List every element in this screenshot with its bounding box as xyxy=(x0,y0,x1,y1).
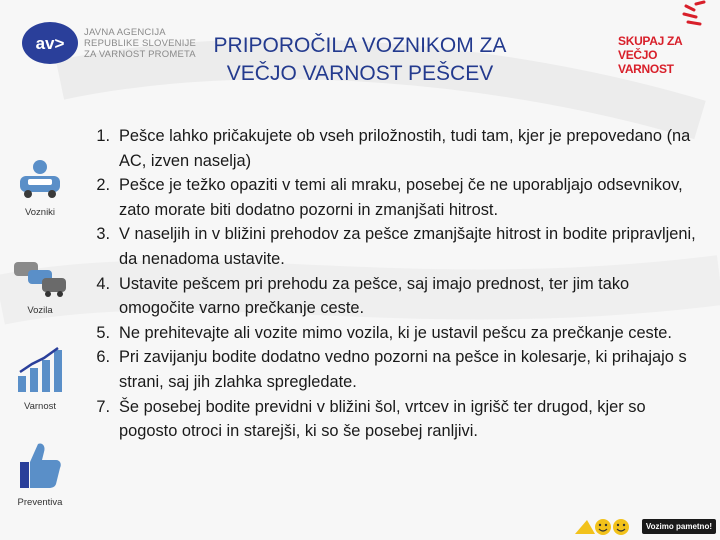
vehicles-icon xyxy=(12,256,68,298)
avp-logo-icon xyxy=(20,20,80,66)
item-number: 2. xyxy=(96,176,110,195)
driver-car-icon xyxy=(16,158,64,200)
item-text: V naseljih in v bližini prehodov za pešce zmanjšajte hitrost in bodite pripravljeni, da nenadoma ustavite. xyxy=(119,225,696,268)
campaign-logo xyxy=(614,0,710,76)
sidebar-item-vozila[interactable] xyxy=(6,256,74,316)
list-item xyxy=(78,124,700,173)
list-item xyxy=(78,222,700,271)
title-line-2: VEČJO VARNOST PEŠCEV xyxy=(226,62,494,85)
sidebar-item-preventiva[interactable] xyxy=(6,440,74,508)
item-number: 4. xyxy=(96,274,110,293)
footer-slogan-badge: Vozimo pametno! xyxy=(642,519,716,534)
list-item xyxy=(78,345,700,394)
item-text: Pešce je težko opaziti v temi ali mraku, posebej če ne uporabljajo odsevnikov, zato morate biti dodatno pozorni in zmanjšati hitrost. xyxy=(119,176,683,219)
title-line-1: PRIPOROČILA VOZNIKOM ZA xyxy=(213,34,507,57)
sidebar-item-label: Varnost xyxy=(23,401,57,412)
heart-lines-icon xyxy=(614,0,710,36)
smiley-icons xyxy=(573,516,639,536)
item-text: Ustavite pešcem pri prehodu za pešce, saj imajo prednost, ter jim tako omogočite varno prečkanje ceste. xyxy=(119,274,630,318)
sidebar-item-label: Preventiva xyxy=(17,497,63,508)
rules-list xyxy=(78,124,700,444)
item-text: Ne prehitevajte ali vozite mimo vozila, ki je ustavil pešcu za prečkanje ceste. xyxy=(119,323,672,342)
footer-brand xyxy=(573,516,716,536)
agency-line-1: JAVNA AGENCIJA xyxy=(84,26,166,38)
sidebar-item-vozniki[interactable] xyxy=(6,158,74,218)
bar-chart-icon xyxy=(14,346,66,394)
item-number: 3. xyxy=(96,225,110,244)
list-item xyxy=(78,173,700,222)
agency-line-2: REPUBLIKE SLOVENIJE xyxy=(84,37,197,49)
thumbs-up-icon xyxy=(16,440,64,490)
item-number: 5. xyxy=(96,323,110,342)
campaign-line-2: VEČJO VARNOST xyxy=(618,48,674,76)
svg-text:av>: av> xyxy=(35,34,65,53)
list-item xyxy=(78,321,700,346)
item-number: 1. xyxy=(96,127,110,145)
campaign-line-1: SKUPAJ ZA xyxy=(618,34,683,48)
item-text: Pešce lahko pričakujete ob vseh priložnostih, tudi tam, kjer je prepovedano (na AC, izven naselja) xyxy=(119,127,691,170)
sidebar-item-varnost[interactable] xyxy=(6,346,74,412)
campaign-slogan xyxy=(618,34,710,76)
item-text: Pri zavijanju bodite dodatno vedno pozorni na pešce in kolesarje, ki prihajajo s strani, saj jih zlahka spregledate. xyxy=(119,348,687,391)
list-item xyxy=(78,395,700,444)
item-number: 6. xyxy=(96,348,110,367)
item-number: 7. xyxy=(96,397,110,416)
sidebar-item-label: Vozila xyxy=(27,305,53,316)
agency-line-3: ZA VARNOST PROMETA xyxy=(84,48,196,60)
page-title xyxy=(150,32,570,88)
item-text: Še posebej bodite previdni v bližini šol, vrtcev in igrišč ter drugod, kjer so pogosto otroci in starejši, ki so še posebej ranljivi. xyxy=(119,397,646,441)
list-item xyxy=(78,272,700,321)
sidebar-item-label: Vozniki xyxy=(24,207,56,218)
